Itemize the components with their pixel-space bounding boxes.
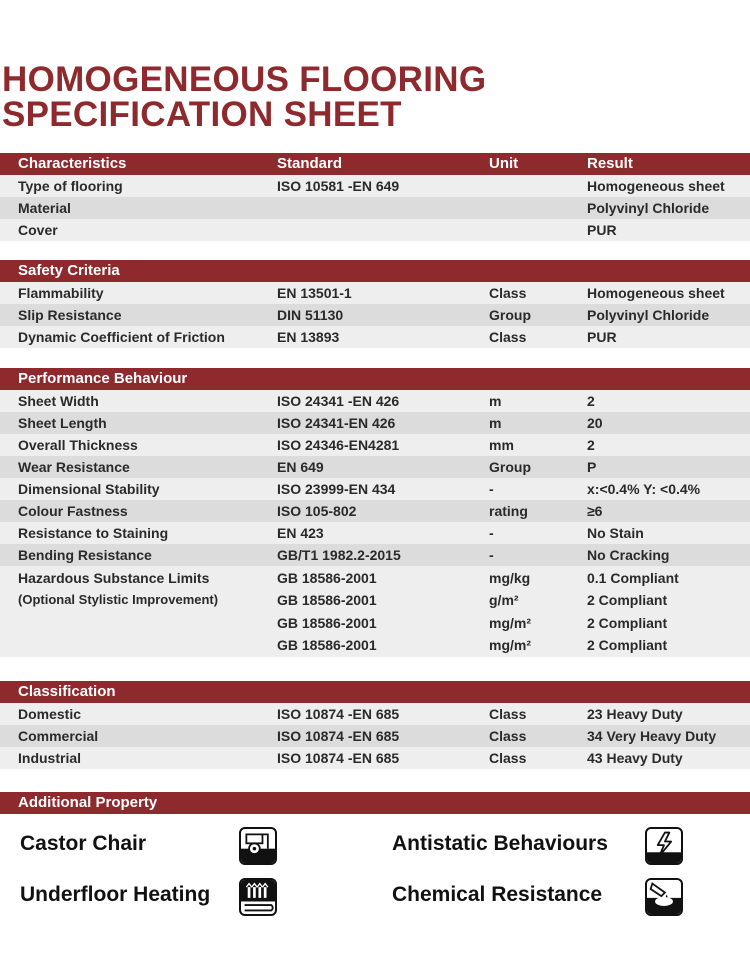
title-line-1: HOMOGENEOUS FLOORING <box>2 60 487 99</box>
table-row <box>0 175 750 197</box>
row-standard: DIN 51130 <box>277 307 344 323</box>
row-result: Homogeneous sheet <box>587 178 725 194</box>
row-name: Domestic <box>18 706 82 722</box>
row-result: x:<0.4% Y: <0.4% <box>587 481 701 497</box>
antistatic-icon <box>645 827 683 865</box>
table-row <box>0 197 750 219</box>
hazard-result-2: 2 Compliant <box>587 592 668 608</box>
row-name: Overall Thickness <box>18 437 138 453</box>
row-result: P <box>587 459 597 475</box>
table-row <box>0 725 750 747</box>
row-name: Wear Resistance <box>18 459 130 475</box>
hazard-unit-4: mg/m² <box>489 637 531 653</box>
table-row <box>0 412 750 434</box>
row-result: No Stain <box>587 525 644 541</box>
row-unit: Class <box>489 285 527 301</box>
row-result: 34 Very Heavy Duty <box>587 728 717 744</box>
row-unit: Class <box>489 329 527 345</box>
row-name: Sheet Width <box>18 393 99 409</box>
hazard-standard-3: GB 18586-2001 <box>277 615 377 631</box>
section-header <box>0 368 750 390</box>
hazard-result-3: 2 Compliant <box>587 615 668 631</box>
section-title: Additional Property <box>18 794 158 811</box>
additional-property-section <box>0 792 750 814</box>
hazard-unit-2: g/m² <box>489 592 519 608</box>
row-standard: ISO 24341-EN 426 <box>277 415 396 431</box>
row-result: No Cracking <box>587 547 670 563</box>
row-name: Material <box>18 200 71 216</box>
characteristics-section <box>0 153 750 241</box>
row-standard: EN 13893 <box>277 329 340 345</box>
property-antistatic: Antistatic Behaviours <box>392 832 608 855</box>
castor-chair-icon <box>239 827 277 865</box>
row-unit: - <box>489 481 494 497</box>
row-standard: ISO 10874 -EN 685 <box>277 728 400 744</box>
title-line-2: SPECIFICATION SHEET <box>2 95 402 134</box>
section-header <box>0 681 750 703</box>
row-standard: ISO 10874 -EN 685 <box>277 750 400 766</box>
row-result: PUR <box>587 329 617 345</box>
row-note: (Optional Stylistic Improvement) <box>18 592 219 607</box>
row-result: 43 Heavy Duty <box>587 750 683 766</box>
row-result: 20 <box>587 415 603 431</box>
page-title <box>2 62 486 132</box>
row-unit: Class <box>489 728 527 744</box>
row-result: ≥6 <box>587 503 603 519</box>
table-row <box>0 522 750 544</box>
row-name: Slip Resistance <box>18 307 122 323</box>
row-name: Resistance to Staining <box>18 525 169 541</box>
safety-section <box>0 260 750 348</box>
table-row <box>0 747 750 769</box>
row-standard: ISO 23999-EN 434 <box>277 481 396 497</box>
row-result: 2 <box>587 393 595 409</box>
row-name: Commercial <box>18 728 99 744</box>
row-result: PUR <box>587 222 617 238</box>
row-standard: EN 649 <box>277 459 324 475</box>
row-name: Hazardous Substance Limits <box>18 570 210 586</box>
property-chemical-resistance: Chemical Resistance <box>392 883 603 906</box>
property-underfloor-heating: Underfloor Heating <box>20 883 211 906</box>
hazard-result-1: 0.1 Compliant <box>587 570 679 586</box>
row-result: Polyvinyl Chloride <box>587 200 710 216</box>
row-unit: - <box>489 547 494 563</box>
chemical-resistance-icon <box>645 878 683 916</box>
row-standard: ISO 24341 -EN 426 <box>277 393 400 409</box>
row-name: Dimensional Stability <box>18 481 160 497</box>
row-standard: EN 423 <box>277 525 324 541</box>
hazard-result-4: 2 Compliant <box>587 637 668 653</box>
table-row <box>0 282 750 304</box>
row-name: Cover <box>18 222 58 238</box>
row-standard: ISO 105-802 <box>277 503 357 519</box>
row-unit: Group <box>489 307 531 323</box>
row-unit: rating <box>489 503 528 519</box>
table-row <box>0 456 750 478</box>
table-header <box>0 153 750 175</box>
row-result: Homogeneous sheet <box>587 285 725 301</box>
row-name: Flammability <box>18 285 104 301</box>
header-standard: Standard <box>277 155 343 172</box>
row-unit: Class <box>489 706 527 722</box>
header-unit: Unit <box>489 155 519 172</box>
row-name: Type of flooring <box>18 178 123 194</box>
table-row <box>0 390 750 412</box>
table-row <box>0 500 750 522</box>
row-standard: GB/T1 1982.2-2015 <box>277 547 401 563</box>
row-unit: m <box>489 393 502 409</box>
row-unit: - <box>489 525 494 541</box>
table-row <box>0 478 750 500</box>
row-unit: m <box>489 415 502 431</box>
hazard-row <box>0 566 750 657</box>
property-castor-chair: Castor Chair <box>20 832 147 855</box>
row-name: Colour Fastness <box>18 503 128 519</box>
hazard-unit-1: mg/kg <box>489 570 531 586</box>
row-standard: ISO 24346-EN4281 <box>277 437 400 453</box>
row-standard: ISO 10874 -EN 685 <box>277 706 400 722</box>
header-characteristics: Characteristics <box>18 155 127 172</box>
table-row <box>0 544 750 566</box>
section-header <box>0 260 750 282</box>
table-row <box>0 219 750 241</box>
section-title: Safety Criteria <box>18 262 120 279</box>
row-name: Dynamic Coefficient of Friction <box>18 329 225 345</box>
section-header <box>0 792 750 814</box>
hazard-unit-3: mg/m² <box>489 615 531 631</box>
row-unit: Group <box>489 459 531 475</box>
table-row <box>0 434 750 456</box>
property-list <box>0 815 750 925</box>
row-result: 23 Heavy Duty <box>587 706 683 722</box>
hazard-standard-4: GB 18586-2001 <box>277 637 377 653</box>
row-name: Bending Resistance <box>18 547 152 563</box>
row-standard: ISO 10581 -EN 649 <box>277 178 400 194</box>
performance-section <box>0 368 750 657</box>
header-result: Result <box>587 155 633 172</box>
table-row <box>0 304 750 326</box>
row-standard: EN 13501-1 <box>277 285 352 301</box>
row-name: Sheet Length <box>18 415 107 431</box>
row-unit: Class <box>489 750 527 766</box>
row-result: Polyvinyl Chloride <box>587 307 710 323</box>
row-name: Industrial <box>18 750 82 766</box>
table-row <box>0 703 750 725</box>
section-title: Classification <box>18 683 116 700</box>
classification-section <box>0 681 750 769</box>
underfloor-heating-icon <box>239 878 277 916</box>
table-row <box>0 326 750 348</box>
hazard-standard-1: GB 18586-2001 <box>277 570 377 586</box>
row-unit: mm <box>489 437 514 453</box>
section-title: Performance Behaviour <box>18 370 188 387</box>
row-result: 2 <box>587 437 595 453</box>
hazard-standard-2: GB 18586-2001 <box>277 592 377 608</box>
